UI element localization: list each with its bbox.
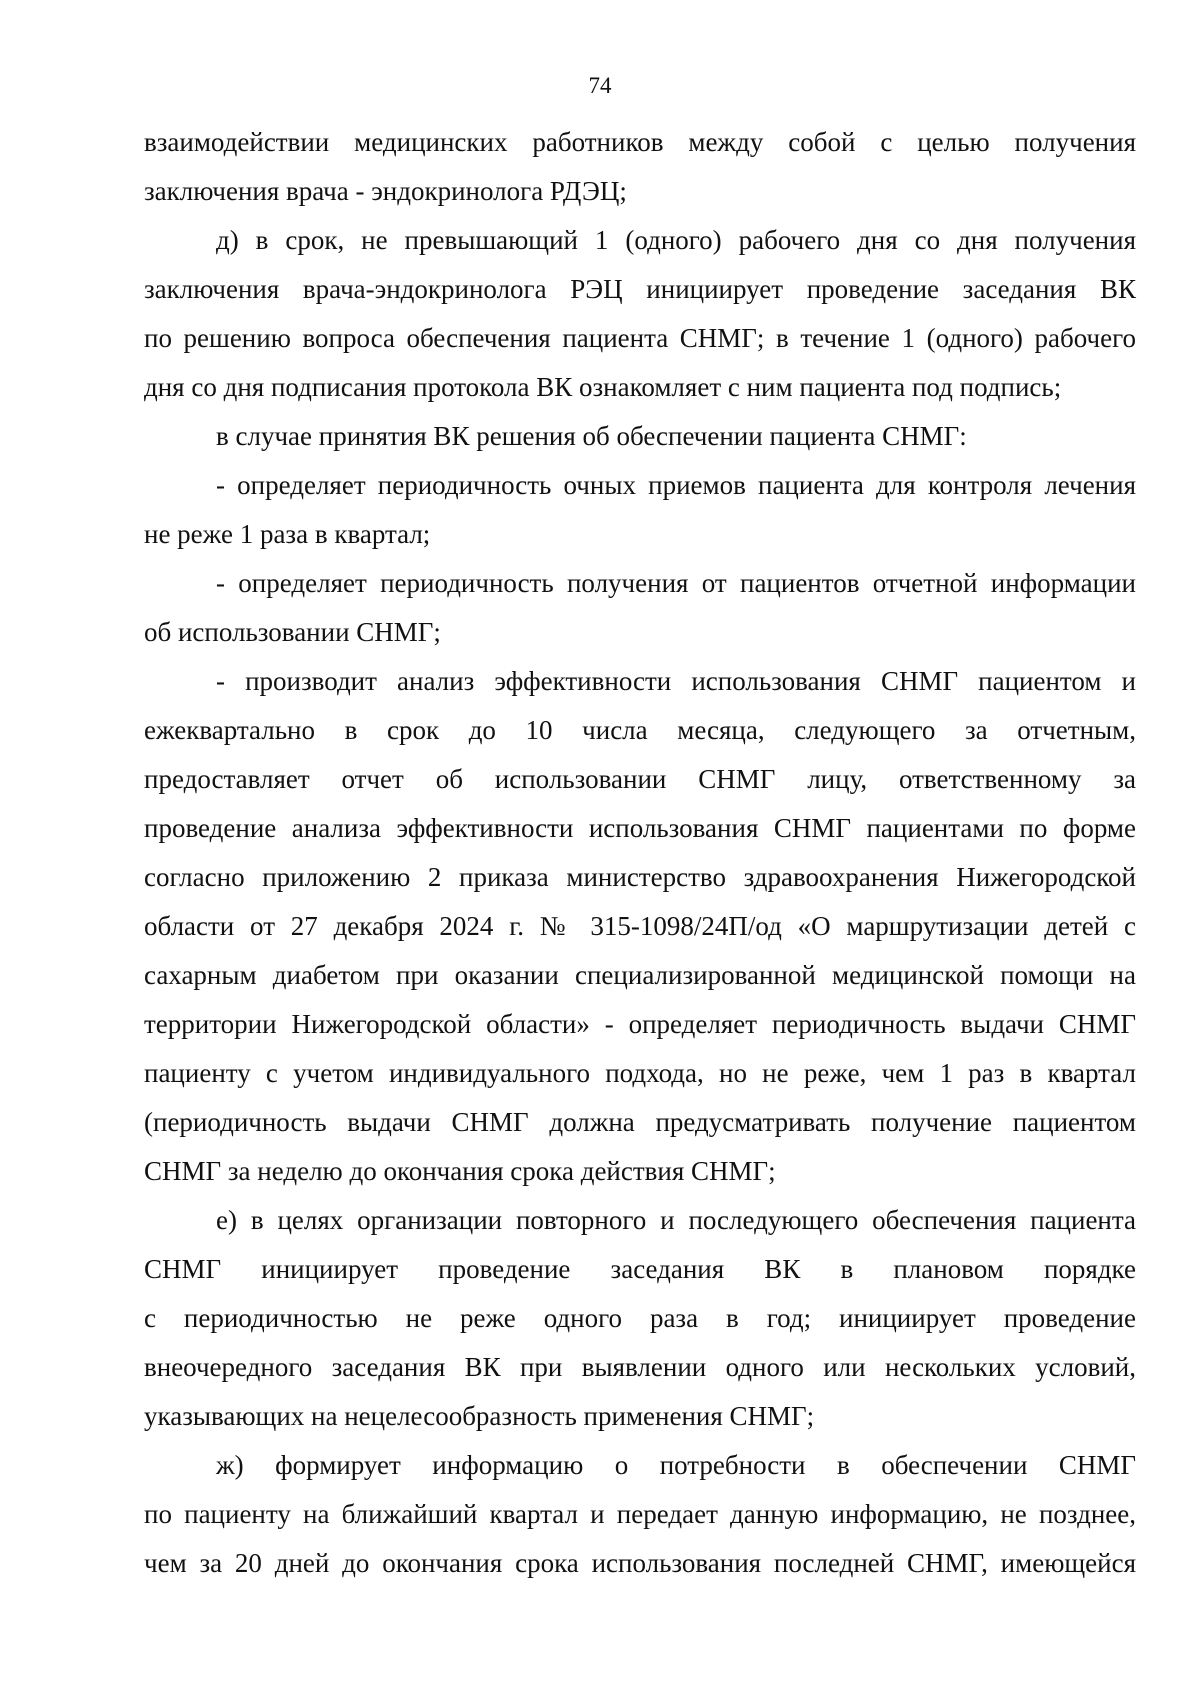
text-line: об использовании СНМГ;	[144, 617, 441, 647]
text-line: согласно приложению 2 приказа министерство здравоохранения Нижегородской	[144, 862, 1136, 892]
paragraph	[144, 461, 1136, 559]
text-line: (периодичность выдачи СНМГ должна предусматривать получение пациентом	[144, 1107, 1136, 1137]
text-line: с периодичностью не реже одного раза в год; инициирует проведение	[144, 1303, 1136, 1333]
text-line: внеочередного заседания ВК при выявлении одного или нескольких условий,	[144, 1352, 1136, 1382]
text-line: по решению вопроса обеспечения пациента СНМГ; в течение 1 (одного) рабочего	[144, 323, 1136, 353]
page-number: 74	[588, 73, 612, 98]
text-line: - определяет периодичность очных приемов пациента для контроля лечения	[216, 470, 1136, 500]
text-line: е) в целях организации повторного и последующего обеспечения пациента	[216, 1205, 1136, 1235]
text-line: взаимодействии медицинских работников между собой с целью получения	[144, 127, 1136, 157]
text-line: территории Нижегородской области» - определяет периодичность выдачи СНМГ	[144, 1009, 1136, 1039]
text-line: области от 27 декабря 2024 г. № 315-1098/24П/од «О маршрутизации детей с	[144, 911, 1136, 941]
text-line: - определяет периодичность получения от пациентов отчетной информации	[216, 568, 1136, 598]
text-line: заключения врача - эндокринолога РДЭЦ;	[144, 176, 627, 206]
text-line: проведение анализа эффективности использования СНМГ пациентами по форме	[144, 813, 1136, 843]
text-line: д) в срок, не превышающий 1 (одного) рабочего дня со дня получения	[216, 225, 1136, 255]
text-line: по пациенту на ближайший квартал и передает данную информацию, не позднее,	[144, 1499, 1136, 1529]
paragraph	[144, 657, 1136, 1196]
text-line: СНМГ за неделю до окончания срока действия СНМГ;	[144, 1156, 776, 1186]
text-line: ежеквартально в срок до 10 числа месяца, следующего за отчетным,	[144, 715, 1136, 745]
text-line: в случае принятия ВК решения об обеспечении пациента СНМГ:	[216, 421, 967, 451]
text-line: указывающих на нецелесообразность применения СНМГ;	[144, 1401, 815, 1431]
text-line: ж) формирует информацию о потребности в обеспечении СНМГ	[216, 1450, 1136, 1480]
text-line: СНМГ инициирует проведение заседания ВК в плановом порядке	[144, 1254, 1136, 1284]
paragraph	[144, 1196, 1136, 1441]
text-line: чем за 20 дней до окончания срока использования последней СНМГ, имеющейся	[144, 1548, 1136, 1578]
text-line: не реже 1 раза в квартал;	[144, 519, 431, 549]
paragraph	[144, 216, 1136, 412]
paragraph	[144, 118, 1136, 216]
document-body	[144, 118, 1136, 1588]
paragraph	[144, 1441, 1136, 1588]
text-line: дня со дня подписания протокола ВК ознакомляет с ним пациента под подпись;	[144, 372, 1062, 402]
text-line: пациенту с учетом индивидуального подхода, но не реже, чем 1 раз в квартал	[144, 1058, 1136, 1088]
paragraph	[144, 412, 1136, 461]
text-line: сахарным диабетом при оказании специализированной медицинской помощи на	[144, 960, 1136, 990]
text-line: - производит анализ эффективности использования СНМГ пациентом и	[216, 666, 1136, 696]
text-line: предоставляет отчет об использовании СНМГ лицу, ответственному за	[144, 764, 1136, 794]
paragraph	[144, 559, 1136, 657]
text-line: заключения врача-эндокринолога РЭЦ инициирует проведение заседания ВК	[144, 274, 1136, 304]
